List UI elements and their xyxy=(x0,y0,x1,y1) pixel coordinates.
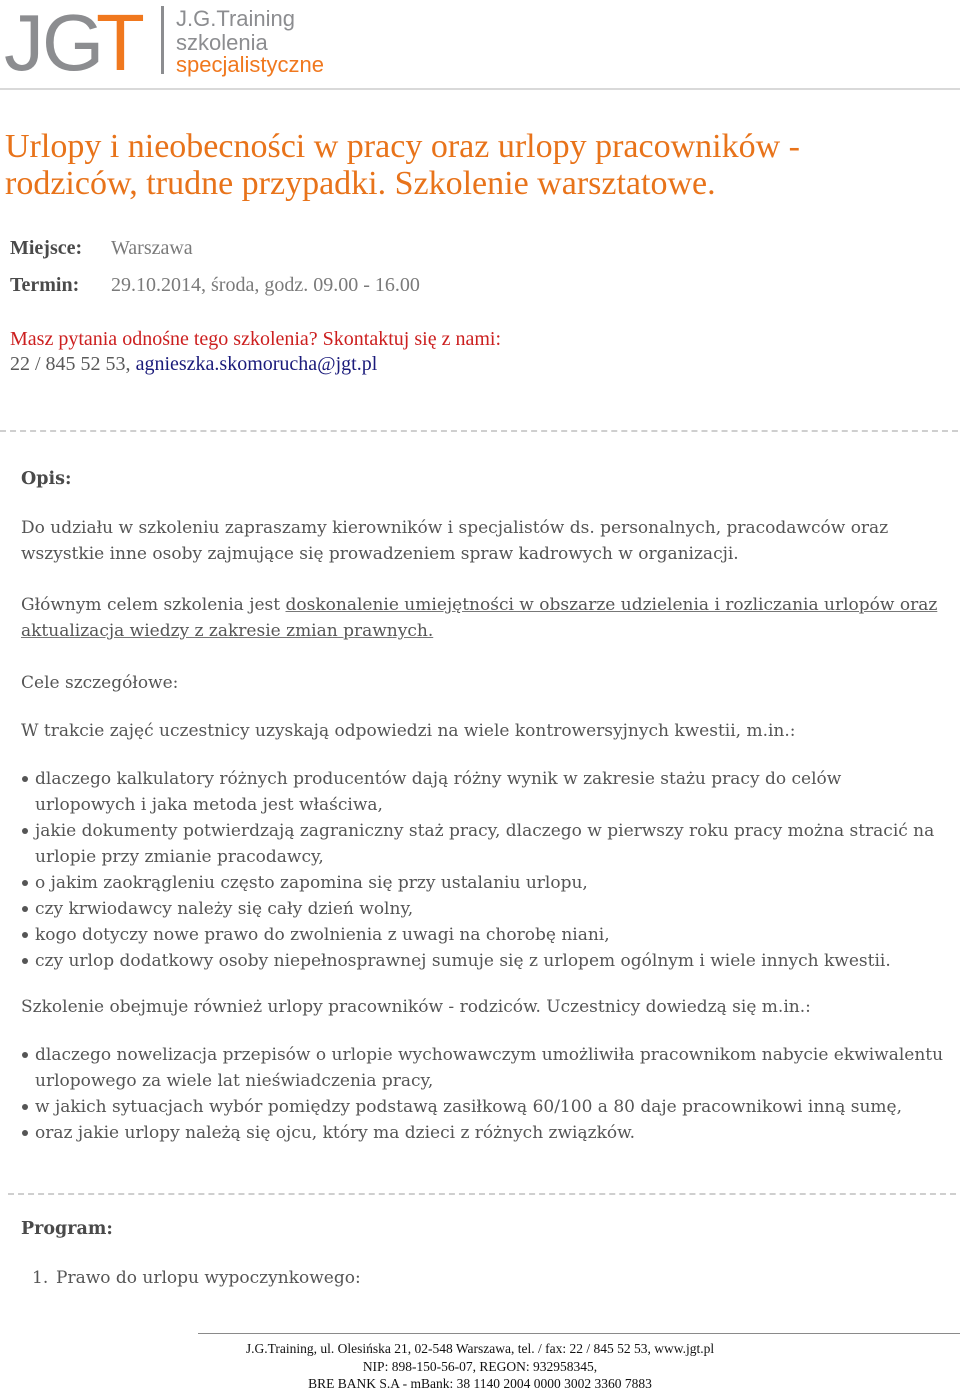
bullet-icon xyxy=(22,1130,28,1136)
program-item xyxy=(32,1265,361,1291)
opis-paragraph-questions: W trakcie zajęć uczestnicy uzyskają odpowiedzi na wiele kontrowersyjnych kwestii, m.in.: xyxy=(21,721,796,741)
list-item xyxy=(35,948,947,974)
goal-underlined: doskonalenie umiejętności w obszarze udzielenia i rozliczania urlopów oraz aktualizacja wiedzy z zakresie zmian prawnych. xyxy=(21,595,938,641)
contact-phone: 22 / 845 52 53, xyxy=(10,353,131,375)
jgt-logo-graphic xyxy=(4,2,349,78)
place-label: Miejsce: xyxy=(10,237,83,259)
company-logo xyxy=(4,2,349,78)
footer-rule xyxy=(198,1333,960,1334)
list-item-text: o jakim zaokrągleniu często zapomina się przy ustalaniu urlopu, xyxy=(35,873,588,893)
bullet-icon xyxy=(22,906,28,912)
page-title: Urlopy i nieobecności w pracy oraz urlopy pracowników - rodziców, trudne przypadki. Szkolenie warsztatowe. xyxy=(5,128,800,202)
list-item-text: oraz jakie urlopy należą się ojcu, który ma dzieci z różnych związków. xyxy=(35,1123,636,1143)
footer-tax-ids: NIP: 898-150-56-07, REGON: 932958345, xyxy=(362,1358,598,1374)
place-value: Warszawa xyxy=(111,237,193,259)
page-footer xyxy=(0,1340,960,1393)
list-item xyxy=(35,818,947,870)
parents-list xyxy=(35,1042,947,1146)
logo-mark-g: G xyxy=(42,2,101,78)
date-label: Termin: xyxy=(10,274,80,296)
bullet-icon xyxy=(22,958,28,964)
questions-list xyxy=(35,766,947,974)
logo-line2: szkolenia xyxy=(176,30,268,55)
program-item-text: Prawo do urlopu wypoczynkowego: xyxy=(56,1268,361,1288)
bullet-icon xyxy=(22,932,28,938)
date-value: 29.10.2014, środa, godz. 09.00 - 16.00 xyxy=(111,274,420,296)
section-divider xyxy=(0,430,958,432)
program-heading: Program: xyxy=(21,1219,113,1239)
bullet-icon xyxy=(22,828,28,834)
bullet-icon xyxy=(22,1052,28,1058)
contact-question: Masz pytania odnośne tego szkolenia? Skontaktuj się z nami: xyxy=(10,328,501,350)
bullet-icon xyxy=(22,880,28,886)
list-item xyxy=(35,766,947,818)
program-item-number: 1. xyxy=(32,1268,49,1288)
program-list xyxy=(32,1265,361,1291)
goal-prefix: Głównym celem szkolenia jest xyxy=(21,595,286,615)
list-item-text: dlaczego nowelizacja przepisów o urlopie wychowawczym umożliwiła pracownikom nabycie ekwiwalentu urlopowego za wiele lat nieświadczenia pracy, xyxy=(35,1045,944,1091)
footer-address: J.G.Training, ul. Olesińska 21, 02-548 Warszawa, tel. / fax: 22 / 845 52 53, www.jgt.pl xyxy=(245,1341,715,1356)
contact-email-link[interactable]: agnieszka.skomorucha@jgt.pl xyxy=(135,353,378,375)
list-item xyxy=(35,1120,947,1146)
header-rule xyxy=(0,88,960,90)
logo-line1: J.G.Training xyxy=(176,6,296,31)
bullet-icon xyxy=(22,1104,28,1110)
logo-mark-j: J xyxy=(4,2,40,78)
list-item-text: kogo dotyczy nowe prawo do zwolnienia z uwagi na chorobę niani, xyxy=(35,925,610,945)
list-item-text: w jakich sytuacjach wybór pomiędzy podstawą zasiłkową 60/100 a 80 daje pracownikowi inną sumę, xyxy=(35,1097,903,1117)
list-item xyxy=(35,896,947,922)
logo-divider xyxy=(161,6,164,74)
opis-paragraph-goal xyxy=(21,592,946,644)
meta-place xyxy=(10,236,193,260)
list-item-text: czy urlop dodatkowy osoby niepełnosprawnej sumuje się z urlopem ogólnym i wiele innych kwestii. xyxy=(35,951,891,971)
meta-date xyxy=(10,273,420,297)
contact-details xyxy=(10,352,377,376)
list-item xyxy=(35,1094,947,1120)
footer-bank: BRE BANK S.A - mBank: 38 1140 2004 0000 3002 3360 7883 xyxy=(308,1376,652,1391)
list-item-text: czy krwiodawcy należy się cały dzień wolny, xyxy=(35,899,414,919)
section-divider xyxy=(8,1193,956,1195)
bullet-icon xyxy=(22,776,28,782)
logo-line3: specjalistyczne xyxy=(176,52,324,77)
opis-detailed-goals-label: Cele szczegółowe: xyxy=(21,673,179,693)
logo-mark-t: T xyxy=(96,2,145,78)
opis-heading: Opis: xyxy=(21,469,72,489)
list-item xyxy=(35,870,947,896)
list-item xyxy=(35,1042,947,1094)
list-item xyxy=(35,922,947,948)
list-item-text: jakie dokumenty potwierdzają zagraniczny staż pracy, dlaczego w pierwszy roku pracy można stracić na urlopie przy zmianie pracodawcy, xyxy=(35,821,935,867)
list-item-text: dlaczego kalkulatory różnych producentów dają różny wynik w zakresie stażu pracy do celów urlopowych i jaka metoda jest właściwa, xyxy=(35,769,842,815)
opis-paragraph-audience: Do udziału w szkoleniu zapraszamy kierowników i specjalistów ds. personalnych, pracodawców oraz wszystkie inne osoby zajmujące się prowadzeniem spraw kadrowych w organizacji. xyxy=(21,518,889,564)
opis-paragraph-parents: Szkolenie obejmuje również urlopy pracowników - rodziców. Uczestnicy dowiedzą się m.in.: xyxy=(21,997,811,1017)
